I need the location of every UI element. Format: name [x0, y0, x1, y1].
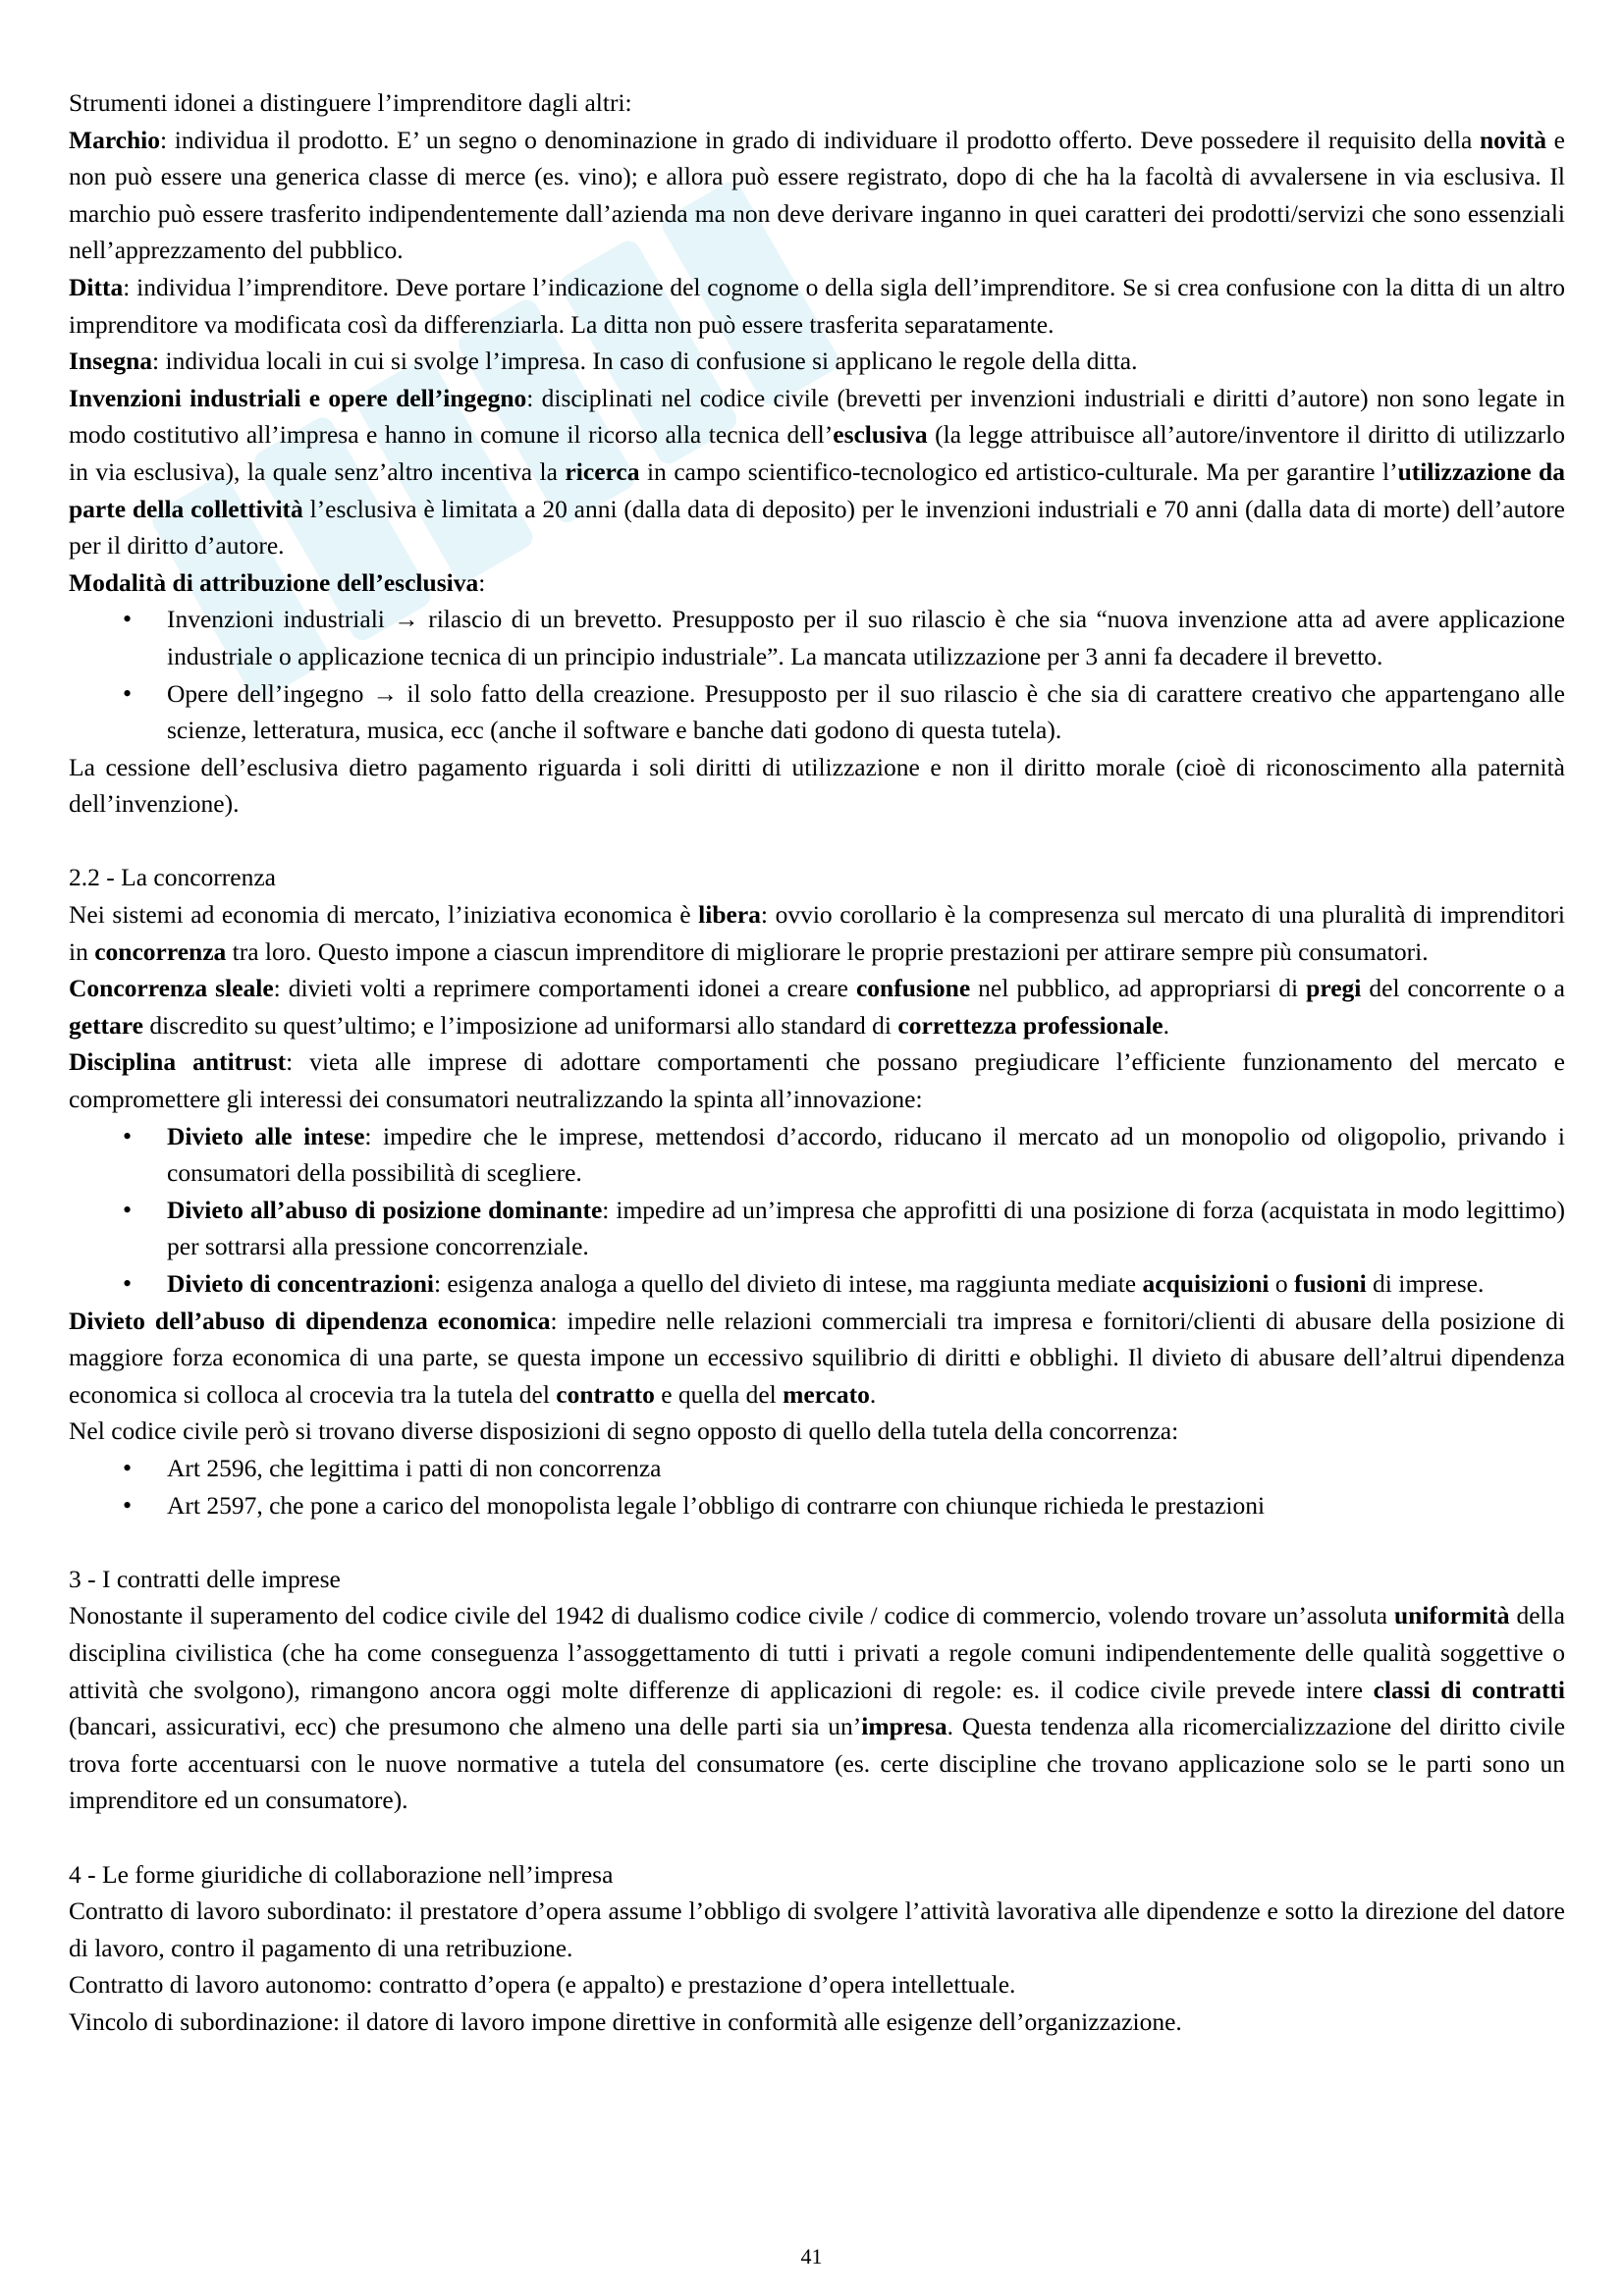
paragraph-concorrenza-sleale: Concorrenza sleale: divieti volti a reprimere comportamenti idonei a creare confusione nel pubblico, ad appropriarsi di pregi del concorrente o a gettare discredito su quest’ultimo; e l’imposizione ad uniformarsi allo standard di correttezza professionale.	[69, 974, 1566, 1040]
paragraph-antitrust: Disciplina antitrust: vieta alle imprese di adottare comportamenti che possano pregiudicare l’efficiente funzionamento del mercato e compromettere gli interessi dei consumatori neutralizzando la spinta all’innovazione:	[69, 1047, 1565, 1114]
term-ditta: Ditta	[69, 272, 124, 301]
paragraph-ditta: Ditta: individua l’imprenditore. Deve portare l’indicazione del cognome o della sigla dell’imprenditore. Se si crea confusione con la ditta di un altro imprenditore va modificata così da differenziarla. La ditta non può essere trasferita separatamente.	[69, 272, 1565, 339]
paragraph-contratti: Nonostante il superamento del codice civile del 1942 di dualismo codice civile / codice di commercio, volendo trovare un’assoluta uniformità della disciplina civilistica (che ha come conseguenza l’assoggettamento di tutti i privati a regole comuni indipendentemente delle qualità soggettive o attività che svolgono), rimangono ancora oggi molte differenze di applicazioni di regole: es. il codice civile prevede intere classi di contratti (bancari, assicurativi, ecc) che presumono che almeno una delle parti sia un’impresa. Questa tendenza alla ricomercializzazione del diritto civile trova forte accentuarsi con le nuove normative a tutela del consumatore (es. certe discipline che trovano applicazione solo se le parti sono un imprenditore ed un consumatore).	[69, 1601, 1566, 1815]
list-item: • Art 2597, che pone a carico del monopolista legale l’obbligo di contrarre con chiunque richieda le prestazioni	[69, 1487, 1565, 1524]
paragraph-marchio: Marchio: individua il prodotto. E’ un segno o denominazione in grado di individuare il prodotto offerto. Deve possedere il requisito della novità e non può essere una generica classe di merce (es. vino); e allora può essere registrato, dopo di che ha la facoltà di avvalersene in via esclusiva. Il marchio può essere trasferito indipendentemente dall’azienda ma non deve derivare inganno in quei caratteri dei prodotti/servizi che sono essenziali nell’apprezzamento del pubblico.	[69, 125, 1565, 265]
paragraph-cessione: La cessione dell’esclusiva dietro pagamento riguarda i soli diritti di utilizzazione e non il diritto morale (cioè di riconoscimento alla paternità dell’invenzione).	[69, 752, 1565, 819]
list-item: • Divieto di concentrazioni: esigenza analoga a quello del divieto di intese, ma raggiunta mediate acquisizioni o fusioni di imprese.	[69, 1265, 1565, 1303]
section-heading-2-2: 2.2 - La concorrenza	[69, 863, 276, 892]
list-item: • Divieto alle intese: impedire che le imprese, mettendosi d’accordo, riducano il mercato ad un monopolio od oligopolio, privando i consumatori della possibilità di scegliere.	[69, 1118, 1565, 1192]
paragraph-vincolo: Vincolo di subordinazione: il datore di lavoro impone direttive in conformità alle esigenze dell’organizzazione.	[69, 2006, 1182, 2036]
paragraph-codice-civile: Nel codice civile però si trovano diverse disposizioni di segno opposto di quello della tutela della concorrenza:	[69, 1416, 1179, 1446]
term-insegna: Insegna	[69, 347, 153, 376]
list-item: • Invenzioni industriali → rilascio di un brevetto. Presupposto per il suo rilascio è che sia “nuova invenzione atta ad avere applicazione industriale o applicazione tecnica di un principio industriale”. La mancata utilizzazione per 3 anni fa decadere il brevetto.	[69, 601, 1565, 674]
divieti-list	[69, 1118, 1565, 1303]
section-heading-3: 3 - I contratti delle imprese	[69, 1564, 341, 1593]
paragraph-insegna: Insegna: individua locali in cui si svolge l’impresa. In caso di confusione si applicano le regole della ditta.	[69, 347, 1138, 376]
document-page	[69, 84, 1565, 2040]
intro-line: Strumenti idonei a distinguere l’imprenditore dagli altri:	[69, 88, 632, 117]
paragraph-autonomo: Contratto di lavoro autonomo: contratto d’opera (e appalto) e prestazione d’opera intellettuale.	[69, 1970, 1016, 2000]
paragraph-dipendenza: Divieto dell’abuso di dipendenza economica: impedire nelle relazioni commerciali tra impresa e fornitori/clienti di abusare della posizione di maggiore forza economica di una parte, se questa impone un eccessivo squilibrio di diritti e obblighi. Il divieto di abusare dell’altrui dipendenza economica si colloca al crocevia tra la tutela del contratto e quella del mercato.	[69, 1306, 1565, 1409]
section-heading-4: 4 - Le forme giuridiche di collaborazione nell’impresa	[69, 1859, 614, 1889]
paragraph-invenzioni: Invenzioni industriali e opere dell’ingegno: disciplinati nel codice civile (brevetti per invenzioni industriali e diritti d’autore) non sono legate in modo costitutivo all’impresa e hanno in comune il ricorso alla tecnica dell’esclusiva (la legge attribuisce all’autore/inventore il diritto di utilizzarlo in via esclusiva), la quale senz’altro incentiva la ricerca in campo scientifico-tecnologico ed artistico-culturale. Ma per garantire l’utilizzazione da parte della collettività l’esclusiva è limitata a 20 anni (dalla data di deposito) per le invenzioni industriali e 70 anni (dalla data di morte) dell’autore per il diritto d’autore.	[69, 383, 1566, 561]
modalita-list	[69, 601, 1565, 748]
term-marchio: Marchio	[69, 125, 161, 154]
paragraph-concorrenza: Nei sistemi ad economia di mercato, l’iniziativa economica è libera: ovvio corollario è la compresenza sul mercato di una pluralità di imprenditori in concorrenza tra loro. Questo impone a ciascun imprenditore di migliorare le proprie prestazioni per attirare sempre più consumatori.	[69, 900, 1565, 966]
list-item: • Art 2596, che legittima i patti di non concorrenza	[69, 1450, 1565, 1487]
list-item: • Opere dell’ingegno → il solo fatto della creazione. Presupposto per il suo rilascio è che sia di carattere creativo che appartengano alle scienze, letteratura, musica, ecc (anche il software e banche dati godono di questa tutela).	[69, 675, 1565, 749]
paragraph-subordinato: Contratto di lavoro subordinato: il prestatore d’opera assume l’obbligo di svolgere l’attività lavorativa alle dipendenze e sotto la direzione del datore di lavoro, contro il pagamento di una retribuzione.	[69, 1896, 1565, 1962]
page-number: 41	[800, 2244, 823, 2269]
art-list	[69, 1450, 1565, 1523]
list-item: • Divieto all’abuso di posizione dominante: impedire ad un’impresa che approfitti di una posizione di forza (acquistata in modo legittimo) per sottrarsi alla pressione concorrenziale.	[69, 1192, 1565, 1265]
term-invenzioni: Invenzioni industriali e opere dell’ingegno	[69, 383, 527, 412]
modalita-heading: Modalità di attribuzione dell’esclusiva:	[69, 567, 486, 597]
